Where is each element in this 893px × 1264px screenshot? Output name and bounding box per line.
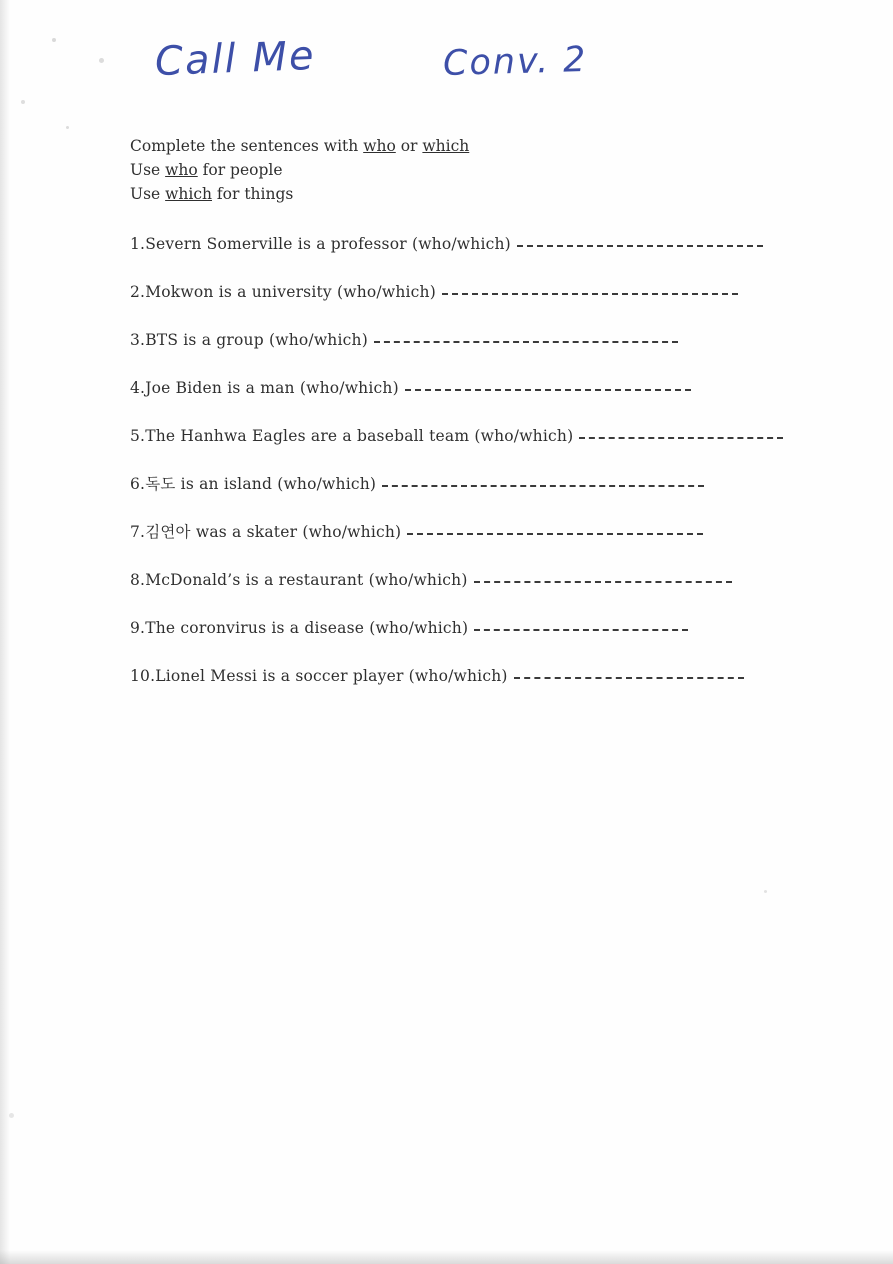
answer-blank[interactable]	[405, 382, 691, 391]
instruction-line-2	[130, 158, 830, 182]
scan-speck	[52, 38, 56, 42]
instruction-line-3	[130, 182, 830, 206]
question-item	[130, 328, 830, 352]
instruction-1-word-which: which	[422, 137, 470, 155]
question-number: 5.	[130, 427, 146, 445]
answer-blank[interactable]	[382, 478, 704, 487]
question-item	[130, 376, 830, 400]
instruction-2-word: who	[165, 161, 198, 179]
question-number: 1.	[130, 235, 146, 253]
instruction-1-prefix: Complete the sentences with	[130, 137, 364, 155]
scan-speck	[99, 58, 104, 63]
question-text: Mokwon is a university (who/which)	[145, 283, 436, 301]
question-number: 9.	[130, 619, 146, 637]
scan-speck	[66, 126, 69, 129]
scan-edge-shadow-left	[0, 0, 10, 1264]
question-item	[130, 520, 830, 544]
question-number: 10.	[130, 667, 156, 685]
instruction-1-word-who: who	[363, 137, 396, 155]
scan-speck	[21, 100, 25, 104]
answer-blank[interactable]	[374, 334, 678, 343]
instruction-3-suffix: for things	[212, 185, 294, 203]
question-text: BTS is a group (who/which)	[145, 331, 368, 349]
handwritten-subtitle: Conv. 2	[442, 39, 588, 85]
handwritten-title: Call Me	[154, 32, 317, 86]
question-list	[130, 232, 830, 688]
answer-blank[interactable]	[579, 430, 783, 439]
answer-blank[interactable]	[407, 526, 703, 535]
instruction-2-suffix: for people	[197, 161, 283, 179]
instruction-3-prefix: Use	[130, 185, 166, 203]
question-text: Lionel Messi is a soccer player (who/which)	[155, 667, 508, 685]
answer-blank[interactable]	[514, 670, 744, 679]
question-number: 7.	[130, 523, 146, 541]
question-text: 독도 is an island (who/which)	[145, 475, 377, 493]
instruction-3-word: which	[165, 185, 212, 203]
question-item	[130, 280, 830, 304]
question-text: The Hanhwa Eagles are a baseball team (who/which)	[145, 427, 574, 445]
answer-blank[interactable]	[474, 622, 688, 631]
instruction-line-1	[130, 134, 830, 158]
question-item	[130, 472, 830, 496]
instruction-1-middle: or	[395, 137, 423, 155]
question-number: 4.	[130, 379, 146, 397]
scan-speck	[764, 890, 767, 893]
question-number: 2.	[130, 283, 146, 301]
worksheet-body	[130, 134, 830, 712]
question-item	[130, 424, 830, 448]
question-item	[130, 568, 830, 592]
scan-edge-shadow-bottom	[0, 1250, 893, 1264]
question-item	[130, 232, 830, 256]
instructions-block	[130, 134, 830, 206]
question-text: 김연아 was a skater (who/which)	[145, 523, 402, 541]
answer-blank[interactable]	[474, 574, 732, 583]
scan-speck	[9, 1113, 14, 1118]
question-number: 3.	[130, 331, 146, 349]
question-text: Joe Biden is a man (who/which)	[145, 379, 399, 397]
question-text: McDonald’s is a restaurant (who/which)	[145, 571, 468, 589]
question-item	[130, 664, 830, 688]
instruction-2-prefix: Use	[130, 161, 166, 179]
question-number: 6.	[130, 475, 146, 493]
answer-blank[interactable]	[517, 238, 763, 247]
question-number: 8.	[130, 571, 146, 589]
question-text: Severn Somerville is a professor (who/which)	[145, 235, 511, 253]
question-item	[130, 616, 830, 640]
answer-blank[interactable]	[442, 286, 738, 295]
question-text: The coronvirus is a disease (who/which)	[145, 619, 469, 637]
